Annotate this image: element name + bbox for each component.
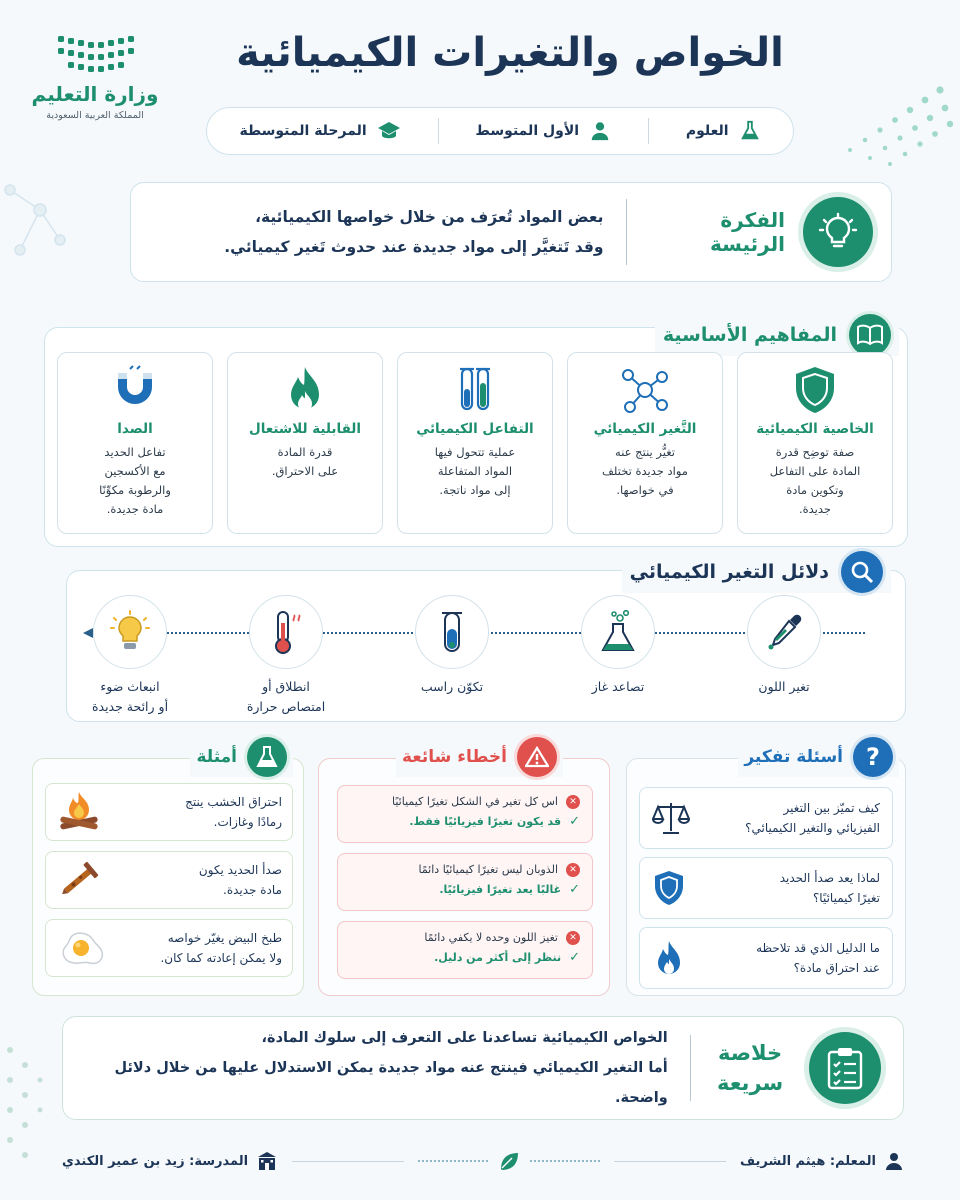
question-line: كيف تميّز بين التغير <box>783 801 880 815</box>
mistakes-title: أخطاء شائعة <box>401 747 507 767</box>
flask-icon <box>739 120 761 142</box>
mistakes-section <box>318 747 610 996</box>
info-subject-label: العلوم <box>685 123 729 139</box>
graduation-cap-icon <box>377 120 401 142</box>
main-idea-line: وقد تَتغيَّر إلى مواد جديدة عند حدوث تَغير كيميائي. <box>224 238 604 256</box>
flask-bubbles-icon <box>598 610 638 654</box>
evidence-icon-wrap <box>93 595 167 669</box>
concept-desc <box>228 443 382 481</box>
example-text <box>160 928 282 968</box>
dropper-icon <box>764 612 804 652</box>
teacher-name: المعلم: هيثم الشريف <box>740 1153 876 1169</box>
examples-title: أمثلة <box>196 747 237 767</box>
ministry-logo-mark <box>20 30 170 80</box>
decor-dots-top-right <box>830 60 960 170</box>
evidence-label <box>377 677 527 697</box>
concept-line: على الاحتراق. <box>271 464 339 478</box>
main-idea-badge <box>803 197 873 267</box>
page-title: الخواص والتغيرات الكيميائية <box>236 30 784 76</box>
mistake-wrong-row <box>348 860 580 880</box>
decor-molecule-left <box>0 170 70 290</box>
evidence-icon-wrap <box>249 595 323 669</box>
footer-teacher <box>740 1151 904 1171</box>
mistake-wrong-text: الذوبان ليس تغيرًا كيميائيًا دائمًا <box>418 863 558 876</box>
mistake-wrong-text: اس كل تغير في الشكل تغيرًا كيميائيًا <box>392 795 558 808</box>
open-book-icon <box>857 324 883 346</box>
concept-line: في خواصها. <box>616 483 674 497</box>
footer-school <box>62 1151 278 1171</box>
mistake-right-text: قد يكون تغيرًا فيزيائيًا فقط. <box>409 815 562 828</box>
info-subject <box>686 120 761 142</box>
evidence-icon-wrap <box>581 595 655 669</box>
example-card <box>45 783 293 841</box>
question-card <box>639 787 893 849</box>
evidence-color-change <box>709 595 859 697</box>
flame-icon <box>282 365 328 415</box>
scale-icon <box>652 799 690 837</box>
summary-label <box>707 1038 793 1098</box>
rusty-nail-icon <box>56 858 102 902</box>
concept-desc <box>58 443 212 519</box>
concept-title: القابلية للاشتعال <box>249 421 361 437</box>
evidence-section <box>66 561 906 722</box>
test-tubes-icon <box>450 365 500 415</box>
example-text <box>185 792 282 832</box>
lightbulb-icon <box>110 610 150 654</box>
footer-dots <box>530 1160 600 1162</box>
question-line: تغيرًا كيميائيًا؟ <box>812 891 880 905</box>
person-icon <box>884 1151 904 1171</box>
main-idea-line: بعض المواد تُعرَف من خلال خواصها الكيميائية، <box>255 208 604 226</box>
mistake-right-text: غالبًا يعد تغيرًا فيزيائيًا. <box>439 883 562 896</box>
summary-line: الخواص الكيميائية تساعدنا على التعرف إلى سلوك المادة، <box>261 1030 668 1046</box>
mistake-wrong-row <box>348 928 580 948</box>
leaf-icon <box>498 1150 520 1172</box>
divider <box>438 118 439 144</box>
student-icon <box>589 120 611 142</box>
evidence-label <box>543 677 693 697</box>
mistake-right-text: ننظر إلى أكثر من دليل. <box>434 951 562 964</box>
concepts-section <box>44 324 908 547</box>
check-icon: ✓ <box>569 950 580 965</box>
concept-line: إلى مواد ناتجة. <box>439 483 511 497</box>
x-icon: ✕ <box>566 795 580 809</box>
concept-line: المواد المتفاعلة <box>437 464 513 478</box>
lightbulb-icon <box>818 212 858 252</box>
thermometer-icon <box>266 609 306 655</box>
question-line: الفيزيائي والتغير الكيميائي؟ <box>745 821 880 835</box>
x-icon: ✕ <box>566 931 580 945</box>
ministry-logo <box>20 30 170 121</box>
evidence-light <box>55 595 205 717</box>
questions-badge <box>853 737 893 777</box>
footer-divider <box>292 1161 404 1162</box>
evidence-line: انطلاق أو <box>262 679 310 694</box>
question-text <box>756 938 880 978</box>
evidence-line: امتصاص حرارة <box>246 699 326 714</box>
molecule-icon <box>620 365 670 415</box>
evidence-gas <box>543 595 693 697</box>
fried-egg-icon <box>56 928 106 968</box>
example-line: رمادًا وغازات. <box>213 815 282 829</box>
mistake-wrong-text: تغيز اللون وحده لا يكفي دائمًا <box>424 931 558 944</box>
concept-desc <box>738 443 892 519</box>
evidence-badge <box>841 551 883 593</box>
decor-dots-bottom-left <box>0 1030 70 1180</box>
mistakes-header <box>396 737 563 777</box>
summary-badge <box>809 1032 881 1104</box>
evidence-line: أو رائحة جديدة <box>91 699 169 714</box>
concept-desc <box>398 443 552 500</box>
example-line: طبخ البيض يغيّر خواصه <box>167 931 282 945</box>
question-text <box>745 798 880 838</box>
x-icon: ✕ <box>566 863 580 877</box>
concept-card-flammability <box>227 352 383 534</box>
concept-card-chemical-reaction <box>397 352 553 534</box>
mistake-card <box>337 853 593 911</box>
info-bar <box>206 107 794 155</box>
concept-title: الصدا <box>117 421 153 437</box>
evidence-header <box>622 551 891 593</box>
summary-label-line: سريعة <box>716 1071 784 1095</box>
concept-title: التفاعل الكيميائي <box>416 421 534 437</box>
concepts-header <box>655 314 899 356</box>
concept-line: قدرة المادة <box>277 445 333 459</box>
example-card <box>45 851 293 909</box>
check-icon: ✓ <box>569 814 580 829</box>
info-stage <box>239 120 400 142</box>
mistake-right-row <box>348 880 580 900</box>
evidence-line: تغير اللون <box>758 679 810 694</box>
warning-icon <box>525 746 549 768</box>
concept-line: جديدة. <box>798 502 832 516</box>
magnet-icon <box>110 365 160 415</box>
concept-line: عملية تتحول فيها <box>434 445 516 459</box>
concept-title: التَّغير الكيميائي <box>593 421 697 437</box>
evidence-line: انبعاث ضوء <box>100 679 160 694</box>
concept-line: مع الأكسجين <box>104 464 166 478</box>
summary-label-line: خلاصة <box>718 1041 783 1065</box>
evidence-label <box>55 677 205 717</box>
summary-text <box>85 1023 668 1113</box>
flame-icon <box>652 939 686 977</box>
concept-card-chemical-property <box>737 352 893 534</box>
info-grade <box>475 120 611 142</box>
evidence-heat <box>211 595 361 717</box>
school-name: المدرسة: زيد بن عمير الكندي <box>61 1153 249 1169</box>
evidence-label <box>709 677 859 697</box>
concept-line: مواد جديدة تختلف <box>602 464 688 478</box>
example-line: صدأ الحديد يكون <box>198 863 282 877</box>
mistakes-badge <box>517 737 557 777</box>
check-icon: ✓ <box>569 882 580 897</box>
main-idea-box <box>130 182 892 282</box>
summary-box <box>62 1016 904 1120</box>
questions-title: أسئلة تفكير <box>744 747 843 767</box>
question-card <box>639 857 893 919</box>
footer-divider <box>614 1161 726 1162</box>
question-line: عند احتراق مادة؟ <box>793 961 880 975</box>
evidence-line: تكوّن راسب <box>420 679 484 694</box>
evidence-line: تصاعد غاز <box>591 679 645 694</box>
kingdom-name: المملكة العربية السعودية <box>46 110 144 121</box>
shield-icon <box>792 365 838 415</box>
concept-line: المادة على التفاعل <box>769 464 861 478</box>
concept-title: الخاصية الكيميائية <box>756 421 874 437</box>
mistake-right-row <box>348 812 580 832</box>
main-idea-label: الفكرة الرئيسة <box>710 208 785 256</box>
evidence-label <box>211 677 361 717</box>
campfire-icon <box>56 790 102 834</box>
concept-desc <box>568 443 722 500</box>
question-line: ما الدليل الذي قد تلاحظه <box>756 941 880 955</box>
concept-line: صفة توضِح قدرة <box>775 445 855 459</box>
evidence-precipitate <box>377 595 527 697</box>
ministry-name: وزارة التعليم <box>31 82 159 106</box>
examples-badge <box>247 737 287 777</box>
example-card <box>45 919 293 977</box>
shield-icon <box>652 869 686 907</box>
concepts-title: المفاهيم الأساسية <box>662 324 837 346</box>
examples-header <box>190 737 293 777</box>
question-card <box>639 927 893 989</box>
mistake-card <box>337 785 593 843</box>
example-line: احتراق الخشب ينتج <box>185 795 282 809</box>
question-line: لماذا يعد صدأ الحديد <box>779 871 880 885</box>
divider <box>648 118 649 144</box>
concept-card-chemical-change <box>567 352 723 534</box>
evidence-icon-wrap <box>747 595 821 669</box>
concept-line: تغيُّر ينتج عنه <box>615 445 675 459</box>
flask-icon <box>256 745 278 769</box>
divider <box>626 199 628 265</box>
concept-card-rust <box>57 352 213 534</box>
mistake-card <box>337 921 593 979</box>
info-stage-label: المرحلة المتوسطة <box>239 123 367 139</box>
mistake-right-row <box>348 948 580 968</box>
clipboard-checklist-icon <box>825 1046 865 1090</box>
test-tube-icon <box>437 609 467 655</box>
examples-section <box>32 747 304 996</box>
school-building-icon <box>256 1151 278 1171</box>
questions-header <box>738 737 899 777</box>
questions-section <box>626 743 906 996</box>
concept-line: وتكوين مادة <box>786 483 844 497</box>
info-grade-label: الأول المتوسط <box>475 123 580 139</box>
concepts-badge <box>849 314 891 356</box>
divider <box>690 1035 691 1101</box>
example-line: مادة جديدة. <box>223 883 282 897</box>
question-text <box>780 868 880 908</box>
summary-line: أما التغير الكيميائي فينتج عنه مواد جديدة يمكن الاستدلال عليها من خلال دلائل واضحة. <box>114 1060 668 1106</box>
concept-line: والرطوبة مكوِّنًا <box>99 483 171 497</box>
concept-line: مادة جديدة. <box>106 502 164 516</box>
mistake-wrong-row <box>348 792 580 812</box>
footer <box>62 1146 904 1176</box>
example-line: ولا يمكن إعادته كما كان. <box>160 951 282 965</box>
concept-line: تفاعل الحديد <box>104 445 166 459</box>
example-text <box>199 860 282 900</box>
evidence-icon-wrap <box>415 595 489 669</box>
question-mark-icon: ? <box>866 743 880 771</box>
main-idea-text <box>224 202 603 262</box>
evidence-title: دلائل التغير الكيميائي <box>629 561 829 583</box>
footer-dots <box>418 1160 488 1162</box>
magnifier-icon <box>850 560 874 584</box>
